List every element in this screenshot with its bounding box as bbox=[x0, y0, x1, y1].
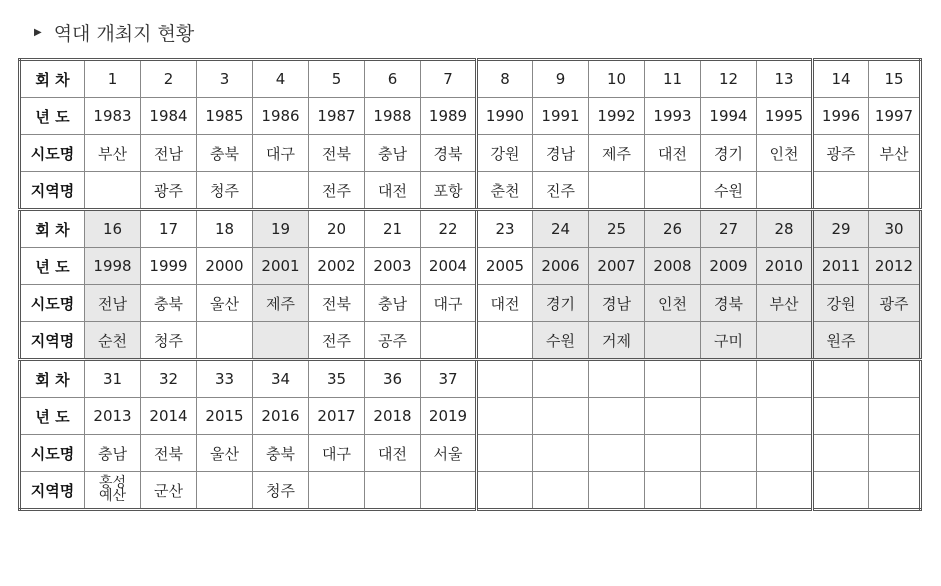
table-cell bbox=[813, 360, 869, 398]
table-cell bbox=[813, 398, 869, 435]
table-cell: 1985 bbox=[197, 98, 253, 135]
table-cell: 대전 bbox=[365, 435, 421, 472]
table-cell: 인천 bbox=[645, 285, 701, 322]
table-cell: 1987 bbox=[309, 98, 365, 135]
table-cell bbox=[589, 360, 645, 398]
table-cell: 2003 bbox=[365, 248, 421, 285]
table-cell bbox=[645, 360, 701, 398]
table-cell bbox=[813, 435, 869, 472]
table-cell: 2018 bbox=[365, 398, 421, 435]
table-cell bbox=[757, 172, 813, 210]
table-cell: 23 bbox=[477, 210, 533, 248]
table-cell: 제주 bbox=[589, 135, 645, 172]
table-cell bbox=[421, 322, 477, 360]
table-cell: 순천 bbox=[85, 322, 141, 360]
round-row bbox=[20, 210, 921, 248]
table-cell: 1997 bbox=[869, 98, 921, 135]
table-cell bbox=[253, 322, 309, 360]
table-cell: 진주 bbox=[533, 172, 589, 210]
table-cell: 제주 bbox=[253, 285, 309, 322]
table-cell: 춘천 bbox=[477, 172, 533, 210]
table-cell: 6 bbox=[365, 60, 421, 98]
table-cell: 부산 bbox=[85, 135, 141, 172]
table-cell: 4 bbox=[253, 60, 309, 98]
table-cell: 1989 bbox=[421, 98, 477, 135]
table-cell: 5 bbox=[309, 60, 365, 98]
table-cell: 31 bbox=[85, 360, 141, 398]
table-cell: 경북 bbox=[421, 135, 477, 172]
row-label: 년 도 bbox=[20, 98, 85, 135]
table-cell: 2016 bbox=[253, 398, 309, 435]
table-cell: 3 bbox=[197, 60, 253, 98]
row-label: 회 차 bbox=[20, 60, 85, 98]
table-cell bbox=[869, 360, 921, 398]
table-cell: 대구 bbox=[421, 285, 477, 322]
table-cell bbox=[589, 472, 645, 510]
round-row bbox=[20, 60, 921, 98]
table-cell bbox=[869, 322, 921, 360]
table-cell bbox=[813, 472, 869, 510]
table-cell: 2010 bbox=[757, 248, 813, 285]
row-label: 지역명 bbox=[20, 472, 85, 510]
row-label: 시도명 bbox=[20, 435, 85, 472]
province-row bbox=[20, 435, 921, 472]
table-cell bbox=[85, 172, 141, 210]
table-cell bbox=[365, 472, 421, 510]
region-row bbox=[20, 172, 921, 210]
table-cell bbox=[813, 172, 869, 210]
table-cell: 경남 bbox=[533, 135, 589, 172]
row-label: 회 차 bbox=[20, 210, 85, 248]
table-cell bbox=[477, 322, 533, 360]
table-cell: 수원 bbox=[701, 172, 757, 210]
table-cell bbox=[701, 360, 757, 398]
table-cell: 전주 bbox=[309, 322, 365, 360]
table-cell: 1986 bbox=[253, 98, 309, 135]
table-cell: 29 bbox=[813, 210, 869, 248]
table-cell bbox=[645, 322, 701, 360]
table-cell: 충남 bbox=[365, 135, 421, 172]
year-row bbox=[20, 398, 921, 435]
table-cell: 광주 bbox=[813, 135, 869, 172]
table-cell: 대전 bbox=[645, 135, 701, 172]
table-cell: 17 bbox=[141, 210, 197, 248]
region-row bbox=[20, 322, 921, 360]
table-cell: 충북 bbox=[253, 435, 309, 472]
table-cell bbox=[477, 472, 533, 510]
table-cell bbox=[533, 398, 589, 435]
year-row bbox=[20, 248, 921, 285]
table-cell: 2012 bbox=[869, 248, 921, 285]
table-cell: 1999 bbox=[141, 248, 197, 285]
table-cell: 2013 bbox=[85, 398, 141, 435]
table-cell: 26 bbox=[645, 210, 701, 248]
table-cell bbox=[757, 472, 813, 510]
year-row bbox=[20, 98, 921, 135]
table-cell: 21 bbox=[365, 210, 421, 248]
table-cell: 1998 bbox=[85, 248, 141, 285]
table-cell: 1991 bbox=[533, 98, 589, 135]
table-cell: 경기 bbox=[533, 285, 589, 322]
table-cell: 20 bbox=[309, 210, 365, 248]
table-cell bbox=[589, 398, 645, 435]
table-cell: 서울 bbox=[421, 435, 477, 472]
province-row bbox=[20, 285, 921, 322]
table-cell: 2017 bbox=[309, 398, 365, 435]
table-cell bbox=[477, 398, 533, 435]
section-heading bbox=[34, 18, 194, 46]
table-cell: 2007 bbox=[589, 248, 645, 285]
row-label: 시도명 bbox=[20, 285, 85, 322]
table-cell bbox=[533, 472, 589, 510]
triangle-bullet-icon: ▶ bbox=[34, 26, 42, 38]
table-cell: 2011 bbox=[813, 248, 869, 285]
table-cell bbox=[645, 172, 701, 210]
table-cell bbox=[645, 472, 701, 510]
table-cell: 원주 bbox=[813, 322, 869, 360]
table-cell: 7 bbox=[421, 60, 477, 98]
table-cell: 2006 bbox=[533, 248, 589, 285]
table-cell bbox=[477, 360, 533, 398]
table-cell: 구미 bbox=[701, 322, 757, 360]
table-cell bbox=[589, 172, 645, 210]
province-row bbox=[20, 135, 921, 172]
table-cell: 1992 bbox=[589, 98, 645, 135]
table-cell: 대전 bbox=[365, 172, 421, 210]
region-line: 홍성 bbox=[98, 475, 127, 491]
table-cell: 37 bbox=[421, 360, 477, 398]
row-label: 년 도 bbox=[20, 398, 85, 435]
table-cell: 경남 bbox=[589, 285, 645, 322]
host-history-table bbox=[18, 58, 922, 511]
table-cell: 거제 bbox=[589, 322, 645, 360]
row-label: 지역명 bbox=[20, 322, 85, 360]
table-cell: 8 bbox=[477, 60, 533, 98]
table-cell: 36 bbox=[365, 360, 421, 398]
table-cell: 34 bbox=[253, 360, 309, 398]
table-cell: 청주 bbox=[253, 472, 309, 510]
table-cell bbox=[701, 472, 757, 510]
table-cell: 충남 bbox=[85, 435, 141, 472]
table-cell bbox=[869, 172, 921, 210]
table-cell: 35 bbox=[309, 360, 365, 398]
table-cell bbox=[869, 435, 921, 472]
table-cell bbox=[85, 472, 141, 510]
table-cell: 청주 bbox=[141, 322, 197, 360]
table-cell bbox=[197, 322, 253, 360]
table-cell: 대구 bbox=[253, 135, 309, 172]
table-cell: 9 bbox=[533, 60, 589, 98]
table-cell: 1983 bbox=[85, 98, 141, 135]
table-cell: 포항 bbox=[421, 172, 477, 210]
table-cell: 전북 bbox=[309, 285, 365, 322]
table-cell: 16 bbox=[85, 210, 141, 248]
table-cell: 부산 bbox=[757, 285, 813, 322]
table-cell bbox=[197, 472, 253, 510]
table-cell bbox=[589, 435, 645, 472]
table-cell: 광주 bbox=[141, 172, 197, 210]
table-cell bbox=[421, 472, 477, 510]
row-label: 시도명 bbox=[20, 135, 85, 172]
region-row bbox=[20, 472, 921, 510]
table-cell bbox=[477, 435, 533, 472]
table-cell: 수원 bbox=[533, 322, 589, 360]
table-cell: 2005 bbox=[477, 248, 533, 285]
table-cell: 울산 bbox=[197, 435, 253, 472]
table-cell: 경기 bbox=[701, 135, 757, 172]
table-cell bbox=[757, 360, 813, 398]
table-cell: 10 bbox=[589, 60, 645, 98]
table-cell bbox=[645, 398, 701, 435]
table-cell: 인천 bbox=[757, 135, 813, 172]
table-cell: 청주 bbox=[197, 172, 253, 210]
region-line: 예산 bbox=[98, 488, 127, 504]
table-cell: 30 bbox=[869, 210, 921, 248]
table-cell: 1988 bbox=[365, 98, 421, 135]
table-cell: 25 bbox=[589, 210, 645, 248]
table-cell: 2014 bbox=[141, 398, 197, 435]
table-cell bbox=[701, 435, 757, 472]
table-cell: 2009 bbox=[701, 248, 757, 285]
table-cell: 강원 bbox=[477, 135, 533, 172]
table-cell: 1 bbox=[85, 60, 141, 98]
table-cell: 18 bbox=[197, 210, 253, 248]
table-cell bbox=[253, 172, 309, 210]
table-cell: 22 bbox=[421, 210, 477, 248]
table-cell: 전북 bbox=[141, 435, 197, 472]
table-cell bbox=[533, 435, 589, 472]
table-cell: 12 bbox=[701, 60, 757, 98]
table-cell: 경북 bbox=[701, 285, 757, 322]
table-cell: 광주 bbox=[869, 285, 921, 322]
table-cell bbox=[757, 398, 813, 435]
table-cell bbox=[757, 322, 813, 360]
table-cell: 2004 bbox=[421, 248, 477, 285]
table-cell: 울산 bbox=[197, 285, 253, 322]
table-cell bbox=[645, 435, 701, 472]
table-cell: 33 bbox=[197, 360, 253, 398]
table-cell: 32 bbox=[141, 360, 197, 398]
table-cell: 1984 bbox=[141, 98, 197, 135]
table-cell: 2000 bbox=[197, 248, 253, 285]
table-cell: 27 bbox=[701, 210, 757, 248]
round-row bbox=[20, 360, 921, 398]
table-cell: 전남 bbox=[141, 135, 197, 172]
table-cell bbox=[701, 398, 757, 435]
table-cell: 1993 bbox=[645, 98, 701, 135]
table-cell bbox=[309, 472, 365, 510]
table-cell: 대구 bbox=[309, 435, 365, 472]
table-cell: 28 bbox=[757, 210, 813, 248]
table-cell: 2015 bbox=[197, 398, 253, 435]
table-cell: 24 bbox=[533, 210, 589, 248]
table-cell bbox=[533, 360, 589, 398]
table-cell: 19 bbox=[253, 210, 309, 248]
table-cell: 2 bbox=[141, 60, 197, 98]
table-cell: 2001 bbox=[253, 248, 309, 285]
row-label: 회 차 bbox=[20, 360, 85, 398]
table-cell bbox=[869, 472, 921, 510]
table-cell: 전주 bbox=[309, 172, 365, 210]
table-cell: 15 bbox=[869, 60, 921, 98]
table-cell: 충남 bbox=[365, 285, 421, 322]
table-cell: 1995 bbox=[757, 98, 813, 135]
table-cell: 전남 bbox=[85, 285, 141, 322]
table-cell: 공주 bbox=[365, 322, 421, 360]
table-cell: 충북 bbox=[141, 285, 197, 322]
table-cell: 강원 bbox=[813, 285, 869, 322]
table-cell: 군산 bbox=[141, 472, 197, 510]
table-cell: 1990 bbox=[477, 98, 533, 135]
table-cell: 충북 bbox=[197, 135, 253, 172]
table-cell: 1996 bbox=[813, 98, 869, 135]
table-cell: 14 bbox=[813, 60, 869, 98]
section-title: 역대 개최지 현황 bbox=[53, 22, 195, 45]
table-cell: 2019 bbox=[421, 398, 477, 435]
table-cell: 대전 bbox=[477, 285, 533, 322]
table-cell bbox=[869, 398, 921, 435]
table-cell: 13 bbox=[757, 60, 813, 98]
table-cell bbox=[757, 435, 813, 472]
row-label: 지역명 bbox=[20, 172, 85, 210]
table-cell: 1994 bbox=[701, 98, 757, 135]
table-cell: 2008 bbox=[645, 248, 701, 285]
row-label: 년 도 bbox=[20, 248, 85, 285]
table-cell: 부산 bbox=[869, 135, 921, 172]
table-cell: 전북 bbox=[309, 135, 365, 172]
table-cell: 11 bbox=[645, 60, 701, 98]
table-cell: 2002 bbox=[309, 248, 365, 285]
